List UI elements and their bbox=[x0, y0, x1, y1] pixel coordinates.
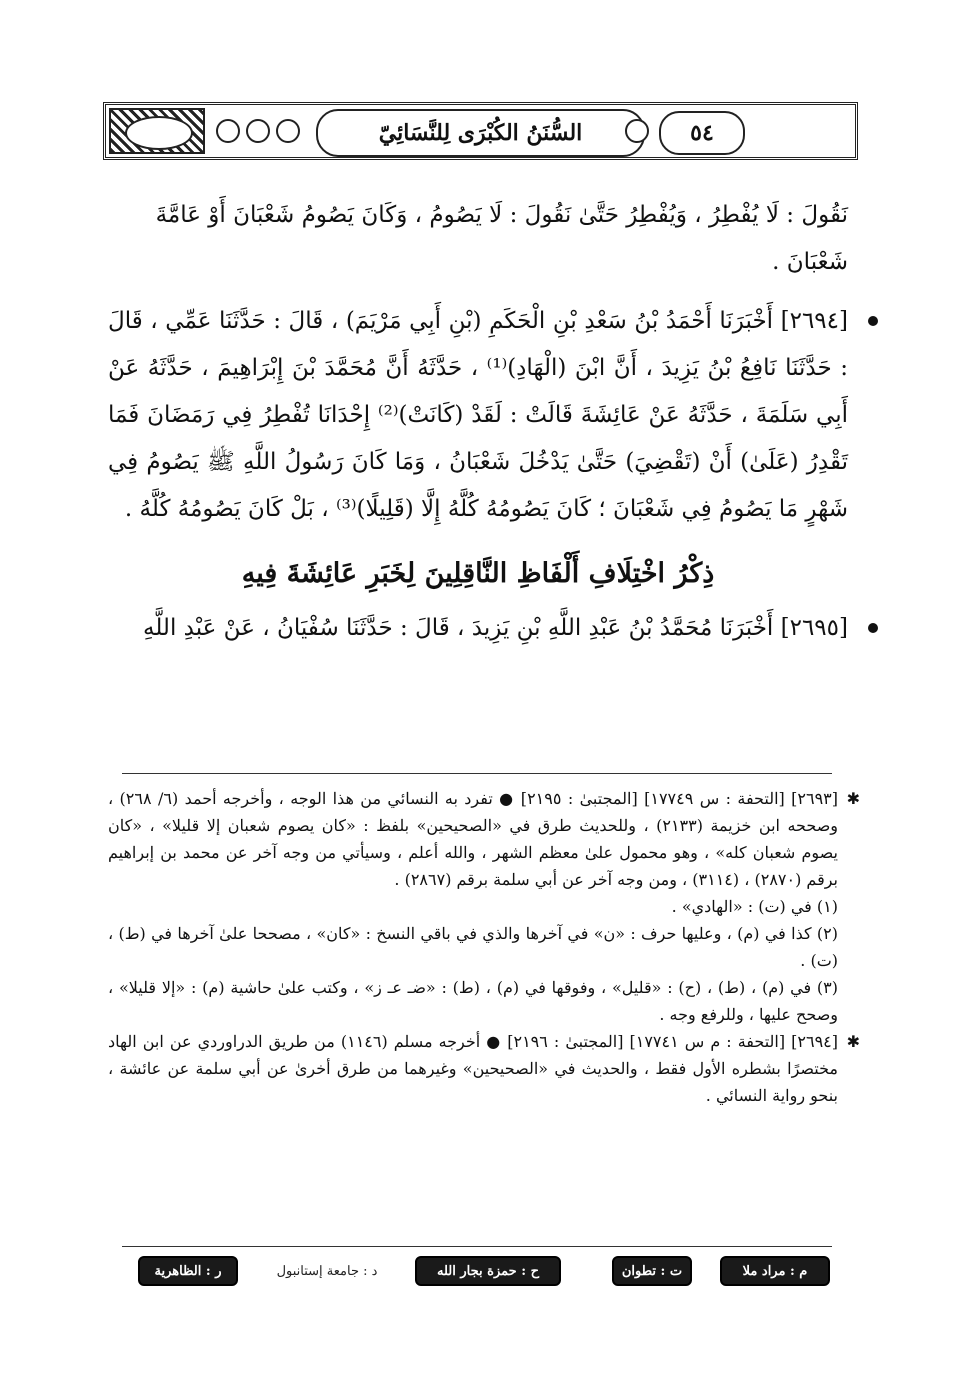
footnote-3: (٣) في (م) ، (ط) ، (ح) : «قليل» ، وفوقها في (م) ، (ط) : «ضـ عـ ز» ، وكتب علىٰ حاشية (م) : «إلا قليلا» ، وصحح عليها ، وللرفع وجه . bbox=[108, 978, 838, 1024]
hadith-2694 bbox=[108, 298, 848, 533]
text-line: نَقُولَ : لَا يُفْطِرُ ، وَيُفْطِرُ حَتَّىٰ نَقُولَ : لَا يَصُومُ ، وَكَانَ يَصُومُ شَعْبَانَ أَوْ عَامَّةَ bbox=[155, 202, 848, 228]
header-knot-icon bbox=[625, 119, 649, 143]
footnote-divider bbox=[122, 773, 832, 774]
hadith-text: [٢٦٩٤] أَخْبَرَنَا أَحْمَدُ بْنُ سَعْدِ بْنِ الْحَكَمِ (بْنِ أَبِي مَرْيَمَ) ، قَالَ : حَدَّثَنَا عَمِّي ، قَالَ : حَدَّثَنَا نَافِعُ بْنُ يَزِيدَ ، أَنَّ ابْنَ (الْهَادِ)⁽¹⁾ ، حَدَّثَهُ أَنَّ مُحَمَّدَ بْنَ إِبْرَاهِيمَ ، حَدَّثَهُ عَنْ أَبِي سَلَمَةَ ، حَدَّثَهُ عَنْ عَائِشَةَ قَالَتْ : لَقَدْ (كَانَتْ)⁽²⁾ إِحْدَانَا تُفْطِرُ فِي رَمَضَانَ فَمَا تَقْدِرُ (عَلَىٰ) أَنْ (تَقْضِيَ) حَتَّىٰ يَدْخُلَ شَعْبَانُ ، وَمَا كَانَ رَسُولُ اللَّهِ ﷺ يَصُومُ فِي شَهْرٍ مَا يَصُومُ فِي شَعْبَانَ ؛ كَانَ يَصُومُهُ كُلَّهُ إِلَّا (قَلِيلًا)⁽³⁾ ، بَلْ كَانَ يَصُومُهُ كُلَّهُ . bbox=[108, 308, 848, 522]
footnote-1: (١) في (ت) : «الهادي» . bbox=[671, 897, 838, 916]
footnote-2693 bbox=[108, 785, 860, 893]
bullet-icon bbox=[868, 623, 878, 633]
running-header bbox=[103, 102, 858, 160]
footnote-text: [٢٦٩٤] [التحفة : م س ١٧٧٤١] [المجتبىٰ : ٢١٩٦] ● أخرجه مسلم (١١٤٦) من طريق الدراوردي عن ابن الهاد مختصرًا بشطره الأول فقط ، والحديث في «الصحيحين» وغيرهما من طرق أخرىٰ عن أبي سلمة عن عائشة ، بنحو رواية النسائي . bbox=[108, 1032, 838, 1105]
asterisk-icon: ✱ bbox=[846, 789, 860, 808]
asterisk-icon: ✱ bbox=[846, 1032, 860, 1051]
footnote-2: (٢) كذا في (م) ، وعليها حرف : «ن» في آخرها والذي في باقي النسخ : «كان» ، مصححا علىٰ آخرها في (ط) ، (ت) . bbox=[108, 924, 838, 970]
bullet-icon bbox=[868, 316, 878, 326]
legend-m: م : مراد ملا bbox=[720, 1256, 830, 1286]
header-knot-icon bbox=[246, 119, 270, 143]
text-line: شَعْبَانَ . bbox=[772, 249, 848, 275]
section-heading: ذِكْرُ اخْتِلَافِ أَلْفَاظِ النَّاقِلِينَ لِخَبَرِ عَائِشَةَ فِيهِ bbox=[241, 558, 715, 589]
header-ornament-left bbox=[109, 108, 205, 154]
header-knot-icon bbox=[216, 119, 240, 143]
main-text bbox=[108, 192, 848, 652]
hadith-2695 bbox=[108, 605, 848, 652]
legend-d: د : جامعة إستانبول bbox=[262, 1256, 392, 1286]
legend-divider bbox=[122, 1246, 832, 1247]
footnote-2694 bbox=[108, 1028, 860, 1109]
legend-t: ت : تطوان bbox=[612, 1256, 692, 1286]
page-number: ٥٤ bbox=[659, 111, 745, 155]
hadith-text: [٢٦٩٥] أَخْبَرَنَا مُحَمَّدُ بْنُ عَبْدِ اللَّهِ بْنِ يَزِيدَ ، قَالَ : حَدَّثَنَا سُفْيَانُ ، عَنْ عَبْدِ اللَّهِ bbox=[142, 615, 848, 641]
footnotes bbox=[108, 785, 860, 1109]
legend-r: ر : الظاهرية bbox=[138, 1256, 238, 1286]
legend-h: ح : حمزة بجار الله bbox=[415, 1256, 561, 1286]
footnote-text: [٢٦٩٣] [التحفة : س ١٧٧٤٩] [المجتبىٰ : ٢١٩٥] ● تفرد به النسائي من هذا الوجه ، وأخرجه أحمد (٦/ ٢٦٨) ، وصححه ابن خزيمة (٢١٣٣) ، وللحديث طرق في «الصحيحين» بلفظ : «كان يصوم شعبان إلا قليلا» ، «كان يصوم شعبان كله» ، وهو محمول علىٰ معظم الشهر ، والله أعلم ، وسيأتي من وجه آخر عن محمد بن إبراهيم برقم (٢٨٧٠) ، (٣١١٤) ، ومن وجه آخر عن أبي سلمة برقم (٢٨٦٧) . bbox=[108, 789, 839, 889]
book-title: السُّنَنُ الكُبْرَى لِلنَّسَائِيّ bbox=[316, 109, 645, 157]
header-knot-icon bbox=[276, 119, 300, 143]
